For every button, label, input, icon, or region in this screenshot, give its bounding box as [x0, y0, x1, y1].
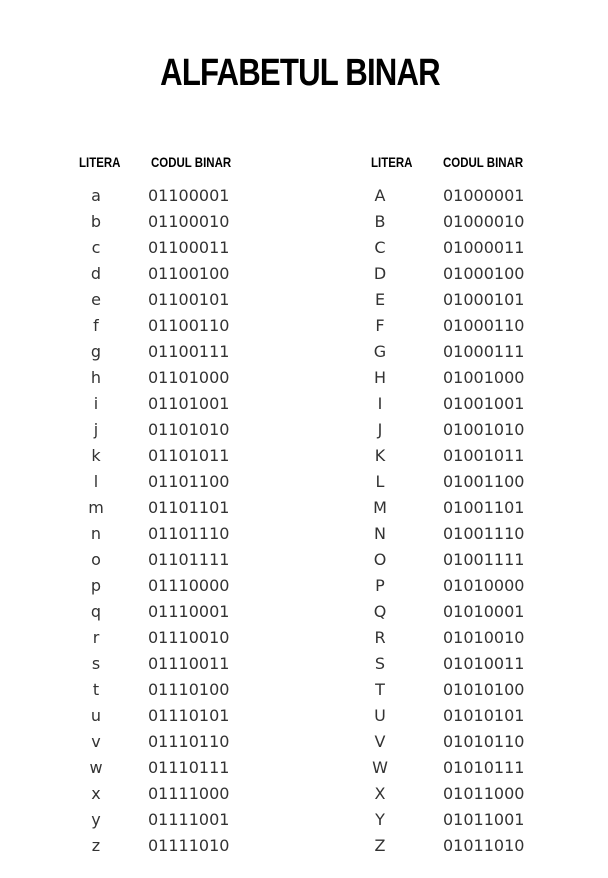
binary-code-cell: 01110111: [148, 758, 230, 777]
letter-cell: G: [373, 342, 387, 361]
letter-cell: P: [375, 576, 385, 595]
letter-cell: e: [91, 290, 101, 309]
letter-cell: k: [91, 446, 101, 465]
letter-cell: p: [90, 576, 102, 595]
letter-cell: z: [91, 836, 101, 855]
letter-cell: w: [89, 758, 103, 777]
binary-code-cell: 01100110: [148, 316, 230, 335]
letter-cell: f: [93, 316, 99, 335]
binary-code-cell: 01111001: [148, 810, 230, 829]
binary-code-cell: 01101101: [148, 498, 230, 517]
binary-code-cell: 01110010: [148, 628, 230, 647]
binary-code-cell: 01010100: [443, 680, 525, 699]
letter-cell: E: [374, 290, 386, 309]
letter-cell: D: [373, 264, 387, 283]
code-column-header: CODUL BINAR: [443, 154, 524, 170]
binary-code-cell: 01101010: [148, 420, 230, 439]
binary-code-cell: 01000100: [443, 264, 525, 283]
letter-cell: t: [92, 680, 100, 699]
binary-code-cell: 01111010: [148, 836, 230, 855]
letter-cell: Q: [373, 602, 387, 621]
binary-code-cell: 01101111: [148, 550, 230, 569]
letter-cell: o: [91, 550, 101, 569]
binary-code-cell: 01001110: [443, 524, 525, 543]
binary-code-cell: 01010010: [443, 628, 525, 647]
letter-cell: Y: [375, 810, 385, 829]
binary-code-cell: 01010110: [443, 732, 525, 751]
binary-code-cell: 01001100: [443, 472, 525, 491]
binary-code-cell: 01011001: [443, 810, 525, 829]
binary-code-cell: 01100010: [148, 212, 230, 231]
binary-code-cell: 01010001: [443, 602, 525, 621]
page-title: ALFABETUL BINAR: [160, 52, 440, 94]
letter-cell: F: [375, 316, 385, 335]
binary-code-cell: 01011000: [443, 784, 525, 803]
binary-code-cell: 01011010: [443, 836, 525, 855]
letter-cell: T: [375, 680, 385, 699]
letter-cell: L: [375, 472, 385, 491]
letter-cell: u: [90, 706, 102, 725]
letter-cell: x: [91, 784, 101, 803]
letter-cell: C: [374, 238, 386, 257]
binary-code-cell: 01001101: [443, 498, 525, 517]
letter-cell: A: [374, 186, 386, 205]
letter-cell: d: [90, 264, 102, 283]
letter-cell: M: [373, 498, 387, 517]
letter-cell: l: [93, 472, 99, 491]
binary-code-cell: 01001001: [443, 394, 525, 413]
binary-code-cell: 01101011: [148, 446, 230, 465]
binary-code-cell: 01010000: [443, 576, 525, 595]
letter-cell: v: [91, 732, 101, 751]
letter-cell: n: [90, 524, 102, 543]
binary-code-cell: 01000111: [443, 342, 525, 361]
binary-code-cell: 01101001: [148, 394, 230, 413]
binary-code-cell: 01100011: [148, 238, 230, 257]
letter-cell: R: [374, 628, 386, 647]
binary-code-cell: 01001010: [443, 420, 525, 439]
binary-code-cell: 01000101: [443, 290, 525, 309]
letter-cell: s: [91, 654, 101, 673]
letter-cell: O: [373, 550, 387, 569]
binary-code-cell: 01101100: [148, 472, 230, 491]
binary-code-cell: 01000010: [443, 212, 525, 231]
letter-cell: W: [372, 758, 388, 777]
binary-code-cell: 01000001: [443, 186, 525, 205]
binary-code-cell: 01110011: [148, 654, 230, 673]
letter-cell: c: [91, 238, 101, 257]
letter-cell: j: [93, 420, 99, 439]
letter-cell: N: [374, 524, 386, 543]
binary-code-cell: 01100100: [148, 264, 230, 283]
letter-column-header: LITERA: [79, 154, 121, 170]
letter-cell: h: [90, 368, 102, 387]
binary-code-cell: 01110110: [148, 732, 230, 751]
binary-code-cell: 01010011: [443, 654, 525, 673]
binary-code-cell: 01001111: [443, 550, 525, 569]
binary-code-cell: 01100001: [148, 186, 230, 205]
letter-cell: V: [374, 732, 386, 751]
binary-code-cell: 01100101: [148, 290, 230, 309]
letter-cell: i: [93, 394, 99, 413]
letter-cell: J: [377, 420, 383, 439]
binary-code-cell: 01110001: [148, 602, 230, 621]
letter-cell: y: [91, 810, 101, 829]
letter-cell: b: [90, 212, 102, 231]
letter-cell: Z: [374, 836, 386, 855]
binary-code-cell: 01110000: [148, 576, 230, 595]
binary-code-cell: 01000110: [443, 316, 525, 335]
letter-cell: H: [373, 368, 387, 387]
letter-cell: K: [374, 446, 386, 465]
binary-code-cell: 01110100: [148, 680, 230, 699]
binary-code-cell: 01001011: [443, 446, 525, 465]
binary-code-cell: 01010111: [443, 758, 525, 777]
binary-code-cell: 01110101: [148, 706, 230, 725]
binary-code-cell: 01100111: [148, 342, 230, 361]
code-column-header: CODUL BINAR: [151, 154, 232, 170]
letter-cell: I: [377, 394, 383, 413]
letter-cell: m: [88, 498, 104, 517]
binary-code-cell: 01010101: [443, 706, 525, 725]
binary-code-cell: 01111000: [148, 784, 230, 803]
binary-code-cell: 01001000: [443, 368, 525, 387]
letter-cell: q: [90, 602, 102, 621]
letter-column-header: LITERA: [371, 154, 413, 170]
letter-cell: B: [374, 212, 386, 231]
binary-code-cell: 01000011: [443, 238, 525, 257]
binary-code-cell: 01101000: [148, 368, 230, 387]
letter-cell: U: [374, 706, 386, 725]
letter-cell: g: [90, 342, 102, 361]
letter-cell: r: [92, 628, 100, 647]
letter-cell: X: [374, 784, 386, 803]
letter-cell: a: [91, 186, 101, 205]
binary-code-cell: 01101110: [148, 524, 230, 543]
letter-cell: S: [374, 654, 386, 673]
